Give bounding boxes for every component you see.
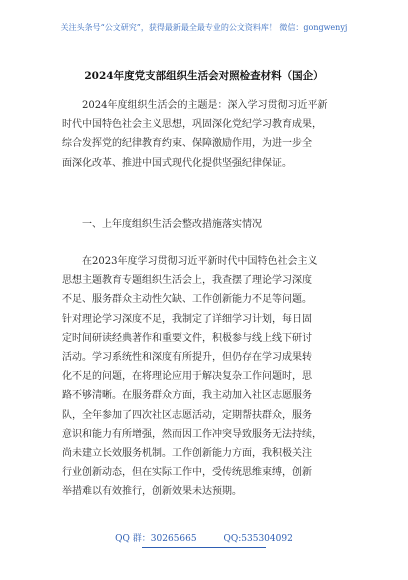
header-promo-text: 关注头条号“公文研究”，获得最新最全最专业的公文资料库！ 微信：gongwenyj — [60, 23, 348, 32]
section-line: 化不足的问题，在将理论应用于解决复杂工作问题时，思 — [62, 371, 312, 383]
section-line: 针对理论学习深度不足，我制定了详细学习计划，每日固 — [62, 313, 312, 325]
section-line: 举措难以有效推行，创新效果未达预期。 — [62, 486, 242, 498]
section-line: 路不够清晰。在服务群众方面，我主动加入社区志愿服务 — [62, 390, 312, 402]
section-line: 思想主题教育专题组织生活会上，我查摆了理论学习深度 — [62, 275, 312, 287]
intro-paragraph — [62, 96, 354, 173]
intro-line: 时代中国特色社会主义思想，巩固深化党纪学习教育成果， — [62, 119, 322, 131]
section-line: 意识和能力有所增强，然而因工作冲突导致服务无法持续， — [62, 428, 322, 440]
intro-line: 面深化改革、推进中国式现代化提供坚强纪律保证。 — [62, 157, 292, 169]
section-line: 活动。学习系统性和深度有所提升，但仍存在学习成果转 — [62, 351, 312, 363]
document-title: 2024年度党支部组织生活会对照检查材料（国企） — [84, 70, 324, 82]
section-line: 尚未建立长效服务机制。工作创新能力方面，我积极关注 — [62, 447, 312, 459]
section-line: 行业创新动态，但在实际工作中，受传统思维束缚，创新 — [62, 467, 312, 479]
footer-qq-number: QQ:535304092 — [223, 534, 293, 544]
footer-qq-group: QQ 群：30265665 — [115, 534, 197, 544]
intro-line: 综合发挥党的纪律教育约束、保障激励作用，为进一步全 — [62, 138, 312, 150]
footer-underline — [142, 547, 266, 548]
section-paragraph — [62, 252, 354, 501]
section-line: 定时间研读经典著作和重要文件，积极参与线上线下研讨 — [62, 332, 312, 344]
section-line: 不足、服务群众主动性欠缺、工作创新能力不足等问题。 — [62, 294, 312, 306]
section-line: 队，全年参加了四次社区志愿活动，定期帮扶群众，服务 — [62, 409, 312, 421]
section-line: 在2023年度学习贯彻习近平新时代中国特色社会主义 — [82, 256, 318, 267]
intro-line: 2024年度组织生活会的主题是：深入学习贯彻习近平新 — [82, 100, 328, 111]
section-heading: 一、上年度组织生活会整改措施落实情况 — [82, 219, 262, 230]
footer-contact — [0, 531, 408, 544]
